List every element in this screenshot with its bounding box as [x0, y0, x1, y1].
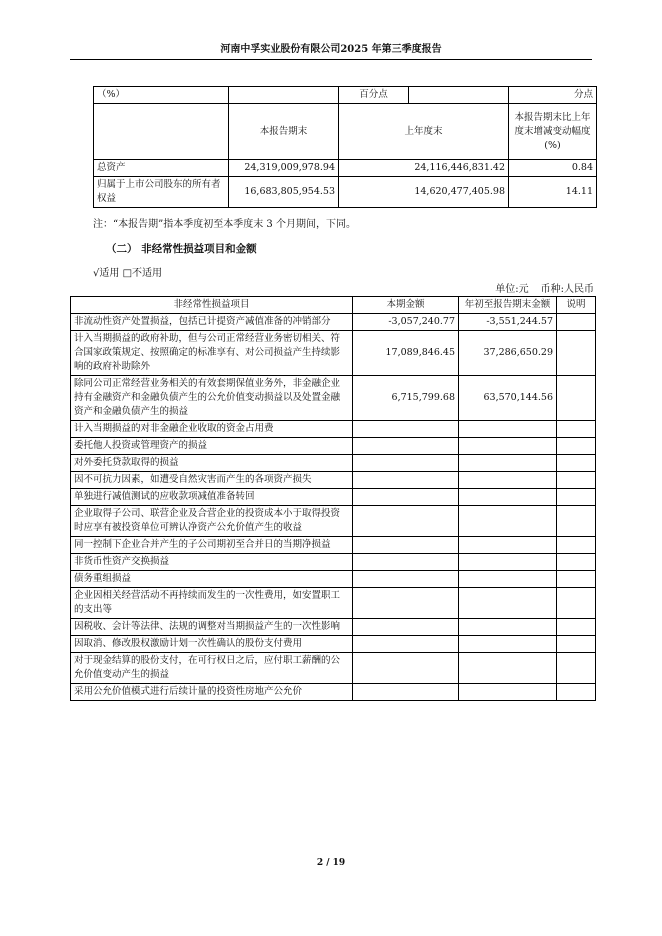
current-amount: [353, 421, 459, 438]
table-header-cell: 本报告期末: [229, 104, 339, 160]
page-number: 2 / 19: [316, 858, 346, 868]
not-applicable-option: □不适用: [122, 268, 163, 279]
item-label: 企业因相关经营活动不再持续而发生的一次性费用，如安置职工的支出等: [71, 588, 353, 619]
item-label: 同一控制下企业合并产生的子公司期初至合并日的当期净损益: [71, 537, 353, 554]
current-amount: [353, 472, 459, 489]
table-cell: [409, 87, 509, 104]
table-row: [71, 314, 596, 331]
item-label: 除同公司正常经营业务相关的有效套期保值业务外，非金融企业持有金融资产和金融负债产生的公允价值变动损益以及处置金融资产和金融负债产生的损益: [71, 376, 353, 421]
unit-label: 单位:元: [495, 284, 529, 295]
table-row: [71, 636, 596, 653]
ytd-amount: [459, 684, 557, 701]
ytd-amount: [459, 489, 557, 506]
item-label: 单独进行减值测试的应收款项减值准备转回: [71, 489, 353, 506]
table-header-cell: [94, 104, 229, 160]
current-amount: [353, 571, 459, 588]
item-label: 非流动性资产处置损益，包括已计提资产减值准备的冲销部分: [71, 314, 353, 331]
table-row: [71, 537, 596, 554]
ytd-amount: [459, 636, 557, 653]
table-row: [71, 619, 596, 636]
item-note: [557, 489, 596, 506]
ytd-amount: [459, 421, 557, 438]
table-header-row: [94, 104, 597, 160]
table-row: [71, 421, 596, 438]
table-header-cell: 本期金额: [353, 297, 459, 314]
item-note: [557, 331, 596, 376]
table-row: [94, 160, 597, 177]
table-cell: [229, 87, 339, 104]
change-value: 0.84: [509, 160, 597, 177]
item-note: [557, 472, 596, 489]
current-amount: [353, 537, 459, 554]
item-note: [557, 636, 596, 653]
ytd-amount: [459, 472, 557, 489]
ytd-amount: [459, 653, 557, 684]
current-amount: [353, 455, 459, 472]
current-amount: [353, 684, 459, 701]
currency-label: 币种:人民币: [540, 284, 594, 295]
current-amount: [353, 438, 459, 455]
table-row: [71, 376, 596, 421]
section-heading: [106, 241, 257, 256]
item-note: [557, 588, 596, 619]
item-label: 因不可抗力因素，如遭受自然灾害而产生的各项资产损失: [71, 472, 353, 489]
item-label: 因取消、修改股权激励计划一次性确认的股份支付费用: [71, 636, 353, 653]
table-row: [71, 588, 596, 619]
item-note: [557, 438, 596, 455]
item-note: [557, 554, 596, 571]
ytd-amount: -3,551,244.57: [459, 314, 557, 331]
item-note: [557, 506, 596, 537]
current-amount: [353, 588, 459, 619]
table-row: [71, 684, 596, 701]
item-label: 计入当期损益的对非金融企业收取的资金占用费: [71, 421, 353, 438]
ytd-amount: [459, 571, 557, 588]
item-note: [557, 455, 596, 472]
ytd-amount: 37,286,650.29: [459, 331, 557, 376]
table-cell: （%）: [94, 87, 229, 104]
table-header-cell: 说明: [557, 297, 596, 314]
item-note: [557, 684, 596, 701]
current-value: 16,683,805,954.53: [229, 177, 339, 208]
ytd-amount: [459, 554, 557, 571]
item-note: [557, 571, 596, 588]
non-recurring-items-body: [71, 314, 596, 701]
current-amount: [353, 506, 459, 537]
table-header-cell: 年初至报告期末金额: [459, 297, 557, 314]
row-label: 归属于上市公司股东的所有者权益: [94, 177, 229, 208]
current-amount: [353, 653, 459, 684]
ytd-amount: [459, 438, 557, 455]
table-row: [71, 653, 596, 684]
ytd-amount: [459, 506, 557, 537]
item-label: 对于现金结算的股份支付，在可行权日之后，应付职工薪酬的公允价值变动产生的损益: [71, 653, 353, 684]
table-row: [71, 472, 596, 489]
table-header-cell: 本报告期末比上年度末增减变动幅度(%): [509, 104, 597, 160]
table-row: [71, 331, 596, 376]
report-header: 河南中孚实业股份有限公司2025 年第三季度报告: [70, 40, 592, 60]
table-row: [94, 87, 597, 104]
current-amount: [353, 636, 459, 653]
item-label: 债务重组损益: [71, 571, 353, 588]
table-row: [94, 177, 597, 208]
ytd-amount: [459, 588, 557, 619]
table-cell: 百分点: [339, 87, 409, 104]
applicability-line: [93, 264, 162, 279]
current-amount: 17,089,846.45: [353, 331, 459, 376]
current-amount: [353, 554, 459, 571]
non-recurring-items-table: [70, 296, 596, 701]
item-label: 采用公允价值模式进行后续计量的投资性房地产公允价: [71, 684, 353, 701]
item-note: [557, 619, 596, 636]
table-row: [71, 571, 596, 588]
table-row: [71, 489, 596, 506]
ytd-amount: 63,570,144.56: [459, 376, 557, 421]
change-value: 14.11: [509, 177, 597, 208]
current-value: 24,319,009,978.94: [229, 160, 339, 177]
current-amount: [353, 489, 459, 506]
table-row: [71, 506, 596, 537]
ytd-amount: [459, 537, 557, 554]
table-note: 注：“本报告期”指本季度初至本季度末 3 个月期间，下同。: [93, 219, 356, 230]
prior-value: 24,116,446,831.42: [339, 160, 509, 177]
applicable-option: √适用: [93, 268, 120, 279]
item-note: [557, 653, 596, 684]
item-label: 计入当期损益的政府补助，但与公司正常经营业务密切相关、符合国家政策规定、按照确定的标准享有、对公司损益产生持续影响的政府补助除外: [71, 331, 353, 376]
table-header-cell: 非经常性损益项目: [71, 297, 353, 314]
unit-line: [495, 280, 594, 295]
item-label: 对外委托贷款取得的损益: [71, 455, 353, 472]
table-header-row: [71, 297, 596, 314]
ytd-amount: [459, 455, 557, 472]
ytd-amount: [459, 619, 557, 636]
table-row: [71, 554, 596, 571]
item-label: 委托他人投资或管理资产的损益: [71, 438, 353, 455]
item-note: [557, 314, 596, 331]
table-cell: 分点: [509, 87, 597, 104]
table-row: [71, 455, 596, 472]
prior-value: 14,620,477,405.98: [339, 177, 509, 208]
section-number: （二）: [106, 243, 138, 255]
table-header-cell: 上年度末: [339, 104, 509, 160]
balance-summary-table: [93, 86, 597, 208]
item-label: 企业取得子公司、联营企业及合营企业的投资成本小于取得投资时应享有被投资单位可辨认净资产公允价值产生的收益: [71, 506, 353, 537]
item-note: [557, 537, 596, 554]
current-amount: [353, 619, 459, 636]
current-amount: -3,057,240.77: [353, 314, 459, 331]
item-note: [557, 376, 596, 421]
item-note: [557, 421, 596, 438]
current-amount: 6,715,799.68: [353, 376, 459, 421]
item-label: 因税收、会计等法律、法规的调整对当期损益产生的一次性影响: [71, 619, 353, 636]
row-label: 总资产: [94, 160, 229, 177]
item-label: 非货币性资产交换损益: [71, 554, 353, 571]
table-row: [71, 438, 596, 455]
section-title: 非经常性损益项目和金额: [141, 243, 257, 255]
